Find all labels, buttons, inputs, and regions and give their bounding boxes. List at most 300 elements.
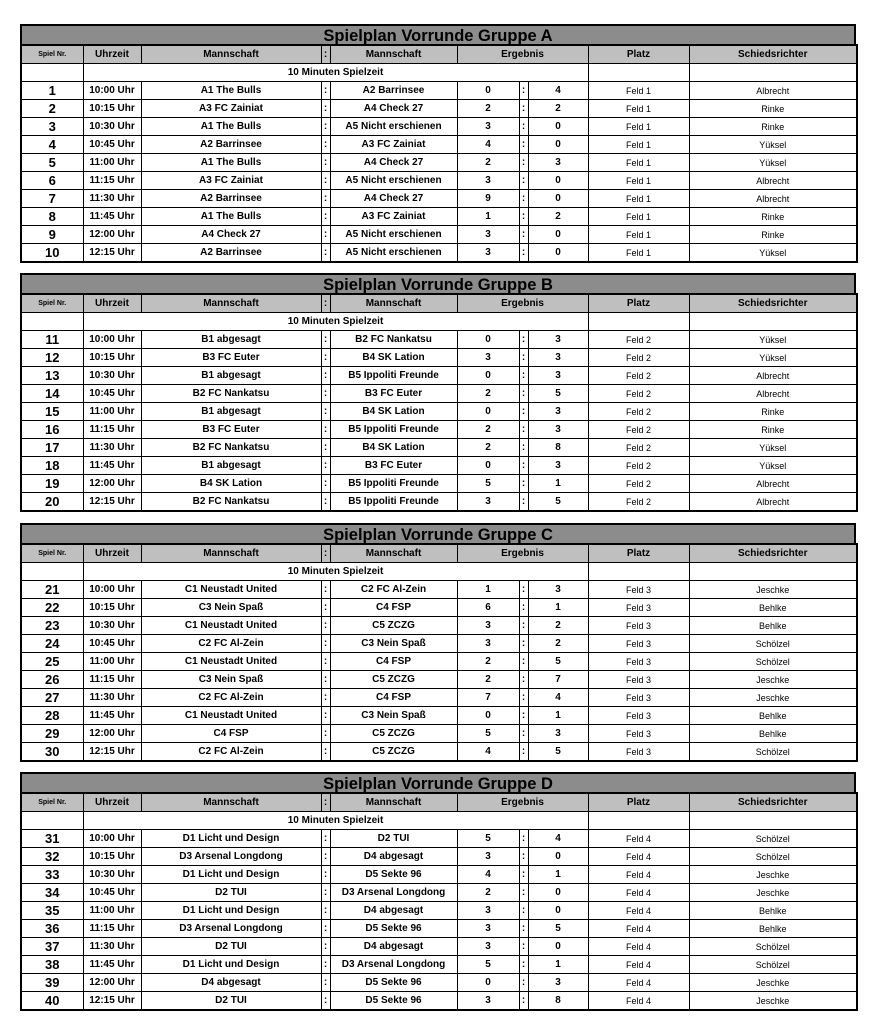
score-separator: : bbox=[519, 475, 528, 493]
field-name: Feld 2 bbox=[588, 493, 689, 512]
field-name: Feld 3 bbox=[588, 599, 689, 617]
match-number: 18 bbox=[21, 457, 83, 475]
group-section bbox=[20, 24, 856, 263]
score-separator: : bbox=[519, 599, 528, 617]
field-name: Feld 2 bbox=[588, 331, 689, 349]
score-away: 0 bbox=[528, 136, 588, 154]
match-time: 11:45 Uhr bbox=[83, 208, 141, 226]
note-spacer bbox=[689, 64, 857, 82]
header-platz: Platz bbox=[588, 544, 689, 563]
score-away: 3 bbox=[528, 349, 588, 367]
team-away: D3 Arsenal Longdong bbox=[330, 956, 457, 974]
team-separator: : bbox=[321, 100, 330, 118]
team-away: C3 Nein Spaß bbox=[330, 707, 457, 725]
table-row bbox=[21, 866, 857, 884]
note-row bbox=[21, 64, 857, 82]
match-duration-note: 10 Minuten Spielzeit bbox=[83, 313, 588, 331]
team-separator: : bbox=[321, 689, 330, 707]
header-mannschaft-2: Mannschaft bbox=[330, 294, 457, 313]
schedule-table bbox=[20, 44, 858, 263]
match-time: 10:00 Uhr bbox=[83, 82, 141, 100]
score-home: 5 bbox=[457, 956, 519, 974]
team-separator: : bbox=[321, 920, 330, 938]
field-name: Feld 3 bbox=[588, 617, 689, 635]
match-number: 35 bbox=[21, 902, 83, 920]
score-away: 0 bbox=[528, 848, 588, 866]
match-time: 10:30 Uhr bbox=[83, 617, 141, 635]
team-separator: : bbox=[321, 457, 330, 475]
referee-name: Behlke bbox=[689, 617, 857, 635]
table-row bbox=[21, 671, 857, 689]
header-mannschaft-2: Mannschaft bbox=[330, 45, 457, 64]
score-separator: : bbox=[519, 100, 528, 118]
score-home: 2 bbox=[457, 439, 519, 457]
team-away: D2 TUI bbox=[330, 830, 457, 848]
team-home: B3 FC Euter bbox=[141, 421, 321, 439]
table-row bbox=[21, 244, 857, 263]
team-separator: : bbox=[321, 653, 330, 671]
match-time: 11:15 Uhr bbox=[83, 920, 141, 938]
score-separator: : bbox=[519, 421, 528, 439]
table-row bbox=[21, 136, 857, 154]
header-schiedsrichter: Schiedsrichter bbox=[689, 544, 857, 563]
team-home: D1 Licht und Design bbox=[141, 902, 321, 920]
match-number: 11 bbox=[21, 331, 83, 349]
match-time: 11:00 Uhr bbox=[83, 154, 141, 172]
score-separator: : bbox=[519, 118, 528, 136]
field-name: Feld 4 bbox=[588, 884, 689, 902]
score-home: 1 bbox=[457, 208, 519, 226]
team-separator: : bbox=[321, 244, 330, 263]
score-home: 0 bbox=[457, 367, 519, 385]
score-home: 0 bbox=[457, 974, 519, 992]
team-home: C3 Nein Spaß bbox=[141, 671, 321, 689]
match-number: 23 bbox=[21, 617, 83, 635]
table-row bbox=[21, 848, 857, 866]
team-home: C2 FC Al-Zein bbox=[141, 689, 321, 707]
score-separator: : bbox=[519, 938, 528, 956]
table-row bbox=[21, 902, 857, 920]
match-time: 10:15 Uhr bbox=[83, 599, 141, 617]
team-away: A4 Check 27 bbox=[330, 154, 457, 172]
team-home: C1 Neustadt United bbox=[141, 617, 321, 635]
note-spacer bbox=[689, 563, 857, 581]
referee-name: Schölzel bbox=[689, 653, 857, 671]
team-separator: : bbox=[321, 992, 330, 1011]
score-home: 3 bbox=[457, 244, 519, 263]
score-separator: : bbox=[519, 635, 528, 653]
score-separator: : bbox=[519, 190, 528, 208]
referee-name: Behlke bbox=[689, 725, 857, 743]
score-separator: : bbox=[519, 707, 528, 725]
table-row bbox=[21, 475, 857, 493]
match-duration-note: 10 Minuten Spielzeit bbox=[83, 64, 588, 82]
match-number: 4 bbox=[21, 136, 83, 154]
table-row bbox=[21, 725, 857, 743]
header-row bbox=[21, 544, 857, 563]
field-name: Feld 3 bbox=[588, 725, 689, 743]
team-home: D4 abgesagt bbox=[141, 974, 321, 992]
referee-name: Albrecht bbox=[689, 190, 857, 208]
team-separator: : bbox=[321, 493, 330, 512]
match-time: 11:15 Uhr bbox=[83, 421, 141, 439]
score-separator: : bbox=[519, 671, 528, 689]
score-home: 4 bbox=[457, 136, 519, 154]
score-separator: : bbox=[519, 866, 528, 884]
match-number: 16 bbox=[21, 421, 83, 439]
team-separator: : bbox=[321, 154, 330, 172]
note-row bbox=[21, 313, 857, 331]
team-away: C5 ZCZG bbox=[330, 725, 457, 743]
team-home: A1 The Bulls bbox=[141, 118, 321, 136]
match-time: 11:30 Uhr bbox=[83, 439, 141, 457]
table-row bbox=[21, 617, 857, 635]
referee-name: Albrecht bbox=[689, 493, 857, 512]
referee-name: Behlke bbox=[689, 599, 857, 617]
team-home: C4 FSP bbox=[141, 725, 321, 743]
score-away: 8 bbox=[528, 439, 588, 457]
referee-name: Rinke bbox=[689, 100, 857, 118]
score-separator: : bbox=[519, 725, 528, 743]
referee-name: Schölzel bbox=[689, 743, 857, 762]
team-home: C2 FC Al-Zein bbox=[141, 635, 321, 653]
score-home: 2 bbox=[457, 671, 519, 689]
team-separator: : bbox=[321, 367, 330, 385]
match-time: 12:00 Uhr bbox=[83, 974, 141, 992]
team-away: A4 Check 27 bbox=[330, 190, 457, 208]
field-name: Feld 3 bbox=[588, 671, 689, 689]
score-away: 0 bbox=[528, 902, 588, 920]
team-home: B4 SK Lation bbox=[141, 475, 321, 493]
schedule-table bbox=[20, 293, 858, 512]
score-home: 3 bbox=[457, 349, 519, 367]
match-time: 10:00 Uhr bbox=[83, 331, 141, 349]
header-ergebnis: Ergebnis bbox=[457, 793, 588, 812]
match-time: 10:00 Uhr bbox=[83, 581, 141, 599]
team-away: A5 Nicht erschienen bbox=[330, 226, 457, 244]
score-away: 2 bbox=[528, 208, 588, 226]
match-time: 11:00 Uhr bbox=[83, 902, 141, 920]
header-spiel-nr: Spiel Nr. bbox=[21, 294, 83, 313]
field-name: Feld 2 bbox=[588, 457, 689, 475]
match-number: 17 bbox=[21, 439, 83, 457]
table-row bbox=[21, 421, 857, 439]
note-row bbox=[21, 812, 857, 830]
match-number: 5 bbox=[21, 154, 83, 172]
team-home: A2 Barrinsee bbox=[141, 136, 321, 154]
table-row bbox=[21, 457, 857, 475]
header-row bbox=[21, 294, 857, 313]
team-separator: : bbox=[321, 671, 330, 689]
match-time: 10:45 Uhr bbox=[83, 884, 141, 902]
table-row bbox=[21, 884, 857, 902]
team-separator: : bbox=[321, 349, 330, 367]
team-separator: : bbox=[321, 902, 330, 920]
field-name: Feld 4 bbox=[588, 920, 689, 938]
group-title: Spielplan Vorrunde Gruppe D bbox=[20, 772, 856, 792]
score-separator: : bbox=[519, 226, 528, 244]
match-duration-note: 10 Minuten Spielzeit bbox=[83, 812, 588, 830]
match-time: 11:30 Uhr bbox=[83, 689, 141, 707]
note-spacer bbox=[689, 313, 857, 331]
score-away: 1 bbox=[528, 866, 588, 884]
header-platz: Platz bbox=[588, 793, 689, 812]
table-row bbox=[21, 208, 857, 226]
referee-name: Albrecht bbox=[689, 385, 857, 403]
team-away: B5 Ippoliti Freunde bbox=[330, 475, 457, 493]
field-name: Feld 2 bbox=[588, 475, 689, 493]
field-name: Feld 1 bbox=[588, 244, 689, 263]
match-time: 10:45 Uhr bbox=[83, 635, 141, 653]
note-spacer bbox=[588, 313, 689, 331]
score-away: 0 bbox=[528, 118, 588, 136]
match-number: 26 bbox=[21, 671, 83, 689]
score-separator: : bbox=[519, 367, 528, 385]
team-home: C1 Neustadt United bbox=[141, 581, 321, 599]
team-home: B2 FC Nankatsu bbox=[141, 439, 321, 457]
score-away: 4 bbox=[528, 689, 588, 707]
match-time: 11:45 Uhr bbox=[83, 956, 141, 974]
team-away: A3 FC Zainiat bbox=[330, 136, 457, 154]
score-home: 0 bbox=[457, 707, 519, 725]
field-name: Feld 3 bbox=[588, 581, 689, 599]
group-section bbox=[20, 772, 856, 1011]
match-number: 37 bbox=[21, 938, 83, 956]
team-home: D1 Licht und Design bbox=[141, 830, 321, 848]
field-name: Feld 4 bbox=[588, 866, 689, 884]
schedule-table bbox=[20, 543, 858, 762]
match-time: 11:30 Uhr bbox=[83, 190, 141, 208]
team-away: D4 abgesagt bbox=[330, 902, 457, 920]
team-away: A5 Nicht erschienen bbox=[330, 244, 457, 263]
referee-name: Yüksel bbox=[689, 331, 857, 349]
header-ergebnis: Ergebnis bbox=[457, 45, 588, 64]
match-time: 10:15 Uhr bbox=[83, 848, 141, 866]
match-time: 11:15 Uhr bbox=[83, 671, 141, 689]
referee-name: Yüksel bbox=[689, 439, 857, 457]
team-home: A1 The Bulls bbox=[141, 154, 321, 172]
team-separator: : bbox=[321, 635, 330, 653]
header-mannschaft-1: Mannschaft bbox=[141, 793, 321, 812]
header-separator: : bbox=[321, 45, 330, 64]
field-name: Feld 4 bbox=[588, 956, 689, 974]
team-separator: : bbox=[321, 725, 330, 743]
score-away: 1 bbox=[528, 475, 588, 493]
team-separator: : bbox=[321, 617, 330, 635]
score-separator: : bbox=[519, 830, 528, 848]
score-home: 2 bbox=[457, 154, 519, 172]
match-number: 34 bbox=[21, 884, 83, 902]
table-row bbox=[21, 581, 857, 599]
header-separator: : bbox=[321, 793, 330, 812]
score-home: 2 bbox=[457, 100, 519, 118]
score-separator: : bbox=[519, 581, 528, 599]
match-time: 11:45 Uhr bbox=[83, 457, 141, 475]
score-home: 3 bbox=[457, 992, 519, 1011]
header-spiel-nr: Spiel Nr. bbox=[21, 793, 83, 812]
team-home: A3 FC Zainiat bbox=[141, 172, 321, 190]
referee-name: Albrecht bbox=[689, 172, 857, 190]
match-number: 12 bbox=[21, 349, 83, 367]
team-away: C5 ZCZG bbox=[330, 743, 457, 762]
field-name: Feld 3 bbox=[588, 689, 689, 707]
score-home: 3 bbox=[457, 226, 519, 244]
match-time: 11:00 Uhr bbox=[83, 403, 141, 421]
score-away: 8 bbox=[528, 992, 588, 1011]
match-number: 33 bbox=[21, 866, 83, 884]
match-number: 9 bbox=[21, 226, 83, 244]
match-number: 13 bbox=[21, 367, 83, 385]
referee-name: Rinke bbox=[689, 118, 857, 136]
score-home: 3 bbox=[457, 848, 519, 866]
team-home: B1 abgesagt bbox=[141, 457, 321, 475]
referee-name: Behlke bbox=[689, 920, 857, 938]
team-home: B2 FC Nankatsu bbox=[141, 493, 321, 512]
header-separator: : bbox=[321, 294, 330, 313]
match-time: 12:15 Uhr bbox=[83, 992, 141, 1011]
score-home: 3 bbox=[457, 902, 519, 920]
header-row bbox=[21, 793, 857, 812]
referee-name: Schölzel bbox=[689, 938, 857, 956]
score-home: 3 bbox=[457, 493, 519, 512]
score-away: 2 bbox=[528, 635, 588, 653]
field-name: Feld 4 bbox=[588, 938, 689, 956]
referee-name: Yüksel bbox=[689, 244, 857, 263]
score-away: 0 bbox=[528, 172, 588, 190]
referee-name: Behlke bbox=[689, 902, 857, 920]
header-mannschaft-1: Mannschaft bbox=[141, 45, 321, 64]
score-home: 2 bbox=[457, 653, 519, 671]
team-separator: : bbox=[321, 385, 330, 403]
score-away: 5 bbox=[528, 385, 588, 403]
match-number: 39 bbox=[21, 974, 83, 992]
team-home: B1 abgesagt bbox=[141, 403, 321, 421]
score-separator: : bbox=[519, 457, 528, 475]
score-away: 7 bbox=[528, 671, 588, 689]
team-home: D1 Licht und Design bbox=[141, 956, 321, 974]
match-number: 24 bbox=[21, 635, 83, 653]
team-separator: : bbox=[321, 599, 330, 617]
score-away: 0 bbox=[528, 938, 588, 956]
referee-name: Albrecht bbox=[689, 475, 857, 493]
team-away: A2 Barrinsee bbox=[330, 82, 457, 100]
match-time: 10:15 Uhr bbox=[83, 100, 141, 118]
field-name: Feld 2 bbox=[588, 403, 689, 421]
header-row bbox=[21, 45, 857, 64]
match-time: 10:30 Uhr bbox=[83, 367, 141, 385]
score-separator: : bbox=[519, 136, 528, 154]
team-separator: : bbox=[321, 884, 330, 902]
match-time: 12:00 Uhr bbox=[83, 725, 141, 743]
match-time: 10:00 Uhr bbox=[83, 830, 141, 848]
note-row bbox=[21, 563, 857, 581]
score-away: 3 bbox=[528, 367, 588, 385]
team-away: A4 Check 27 bbox=[330, 100, 457, 118]
score-away: 3 bbox=[528, 403, 588, 421]
referee-name: Yüksel bbox=[689, 457, 857, 475]
match-number: 32 bbox=[21, 848, 83, 866]
header-ergebnis: Ergebnis bbox=[457, 544, 588, 563]
team-away: B5 Ippoliti Freunde bbox=[330, 367, 457, 385]
score-away: 4 bbox=[528, 82, 588, 100]
match-number: 15 bbox=[21, 403, 83, 421]
table-row bbox=[21, 349, 857, 367]
score-separator: : bbox=[519, 349, 528, 367]
referee-name: Jeschke bbox=[689, 866, 857, 884]
match-number: 6 bbox=[21, 172, 83, 190]
team-separator: : bbox=[321, 974, 330, 992]
team-away: B4 SK Lation bbox=[330, 439, 457, 457]
field-name: Feld 4 bbox=[588, 974, 689, 992]
match-number: 29 bbox=[21, 725, 83, 743]
score-separator: : bbox=[519, 439, 528, 457]
team-away: A5 Nicht erschienen bbox=[330, 118, 457, 136]
schedule-table bbox=[20, 792, 858, 1011]
team-separator: : bbox=[321, 172, 330, 190]
team-separator: : bbox=[321, 331, 330, 349]
field-name: Feld 2 bbox=[588, 439, 689, 457]
team-home: A2 Barrinsee bbox=[141, 244, 321, 263]
team-home: A4 Check 27 bbox=[141, 226, 321, 244]
header-uhrzeit: Uhrzeit bbox=[83, 544, 141, 563]
score-away: 3 bbox=[528, 974, 588, 992]
field-name: Feld 1 bbox=[588, 82, 689, 100]
score-separator: : bbox=[519, 208, 528, 226]
team-away: B5 Ippoliti Freunde bbox=[330, 421, 457, 439]
match-time: 11:15 Uhr bbox=[83, 172, 141, 190]
team-away: D5 Sekte 96 bbox=[330, 866, 457, 884]
referee-name: Rinke bbox=[689, 208, 857, 226]
match-time: 12:15 Uhr bbox=[83, 493, 141, 512]
match-time: 11:00 Uhr bbox=[83, 653, 141, 671]
score-away: 5 bbox=[528, 920, 588, 938]
referee-name: Yüksel bbox=[689, 154, 857, 172]
match-number: 21 bbox=[21, 581, 83, 599]
match-time: 12:15 Uhr bbox=[83, 743, 141, 762]
referee-name: Jeschke bbox=[689, 689, 857, 707]
team-away: D3 Arsenal Longdong bbox=[330, 884, 457, 902]
match-number: 28 bbox=[21, 707, 83, 725]
match-number: 25 bbox=[21, 653, 83, 671]
score-home: 2 bbox=[457, 421, 519, 439]
score-separator: : bbox=[519, 974, 528, 992]
header-mannschaft-2: Mannschaft bbox=[330, 793, 457, 812]
score-away: 3 bbox=[528, 331, 588, 349]
team-away: D5 Sekte 96 bbox=[330, 920, 457, 938]
referee-name: Schölzel bbox=[689, 830, 857, 848]
score-home: 0 bbox=[457, 403, 519, 421]
table-row bbox=[21, 190, 857, 208]
referee-name: Jeschke bbox=[689, 671, 857, 689]
score-home: 3 bbox=[457, 617, 519, 635]
score-separator: : bbox=[519, 493, 528, 512]
match-number: 2 bbox=[21, 100, 83, 118]
team-home: C1 Neustadt United bbox=[141, 653, 321, 671]
score-home: 2 bbox=[457, 385, 519, 403]
field-name: Feld 2 bbox=[588, 421, 689, 439]
note-spacer bbox=[21, 563, 83, 581]
header-schiedsrichter: Schiedsrichter bbox=[689, 793, 857, 812]
score-separator: : bbox=[519, 992, 528, 1011]
field-name: Feld 1 bbox=[588, 190, 689, 208]
table-row bbox=[21, 439, 857, 457]
score-home: 5 bbox=[457, 830, 519, 848]
score-home: 0 bbox=[457, 82, 519, 100]
score-separator: : bbox=[519, 848, 528, 866]
group-title: Spielplan Vorrunde Gruppe A bbox=[20, 24, 856, 44]
team-separator: : bbox=[321, 475, 330, 493]
team-separator: : bbox=[321, 848, 330, 866]
